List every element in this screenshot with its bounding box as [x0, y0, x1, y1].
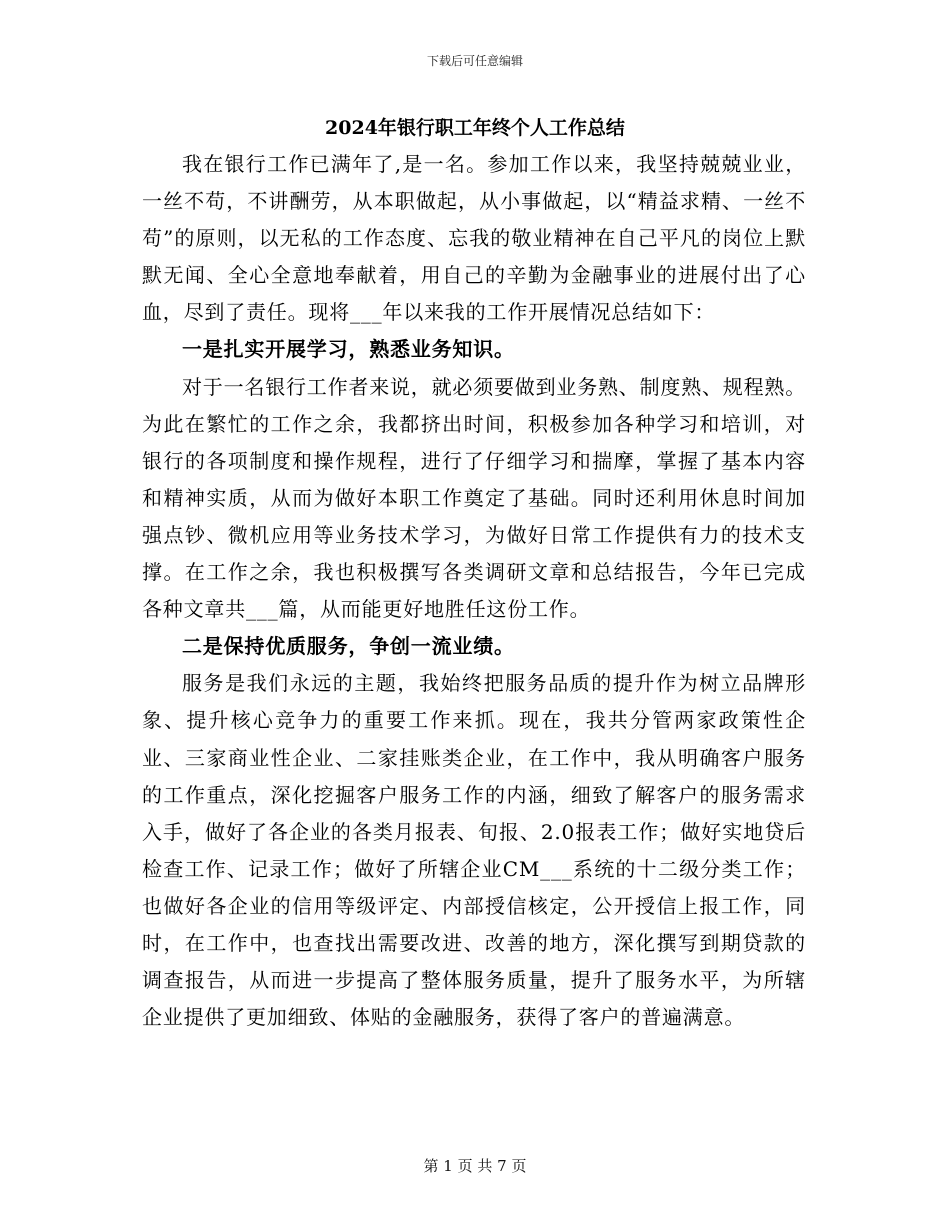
section-paragraph-1: 对于一名银行工作者来说，就必须要做到业务熟、制度熟、规程熟。为此在繁忙的工作之余，我都挤出时间，积极参加各种学习和培训，对银行的各项制度和操作规程，进行了仔细学习和揣摩，掌握了基本内容和精神实质，从而为做好本职工作奠定了基础。同时还利用休息时间加强点钞、微机应用等业务技术学习，为做好日常工作提供有力的技术支撑。在工作之余，我也积极撰写各类调研文章和总结报告，今年已完成各种文章共___篇，从而能更好地胜任这份工作。: [142, 374, 806, 622]
document-body: [142, 146, 806, 1036]
page-footer: 第 1 页 共 7 页: [423, 1157, 527, 1175]
intro-paragraph: 我在银行工作已满年了,是一名。参加工作以来，我坚持兢兢业业，一丝不苟，不讲酬劳，从本职做起，从小事做起，以“精益求精、一丝不苟”的原则，以无私的工作态度、忘我的敬业精神在自己平凡的岗位上默默无闻、全心全意地奉献着，用自己的辛勤为金融事业的进展付出了心血，尽到了责任。现将___年以来我的工作开展情况总结如下：: [142, 152, 806, 325]
section-heading-2: 二是保持优质服务，争创一流业绩。: [182, 634, 515, 659]
section-paragraph-2: 服务是我们永远的主题，我始终把服务品质的提升作为树立品牌形象、提升核心竞争力的重要工作来抓。现在，我共分管两家政策性企业、三家商业性企业、二家挂账类企业，在工作中，我从明确客户服务的工作重点，深化挖掘客户服务工作的内涵，细致了解客户的服务需求入手，做好了各企业的各类月报表、旬报、2.0报表工作；做好实地贷后检查工作、记录工作；做好了所辖企业CM___系统的十二级分类工作；也做好各企业的信用等级评定、内部授信核定，公开授信上报工作，同时，在工作中，也查找出需要改进、改善的地方，深化撰写到期贷款的调查报告，从而进一步提高了整体服务质量，提升了服务水平，为所辖企业提供了更加细致、体贴的金融服务，获得了客户的普遍满意。: [142, 671, 806, 1030]
document-title: 2024年银行职工年终个人工作总结: [325, 117, 625, 139]
header-note: 下载后可任意编辑: [426, 54, 523, 68]
section-heading-1: 一是扎实开展学习，熟悉业务知识。: [182, 337, 515, 362]
